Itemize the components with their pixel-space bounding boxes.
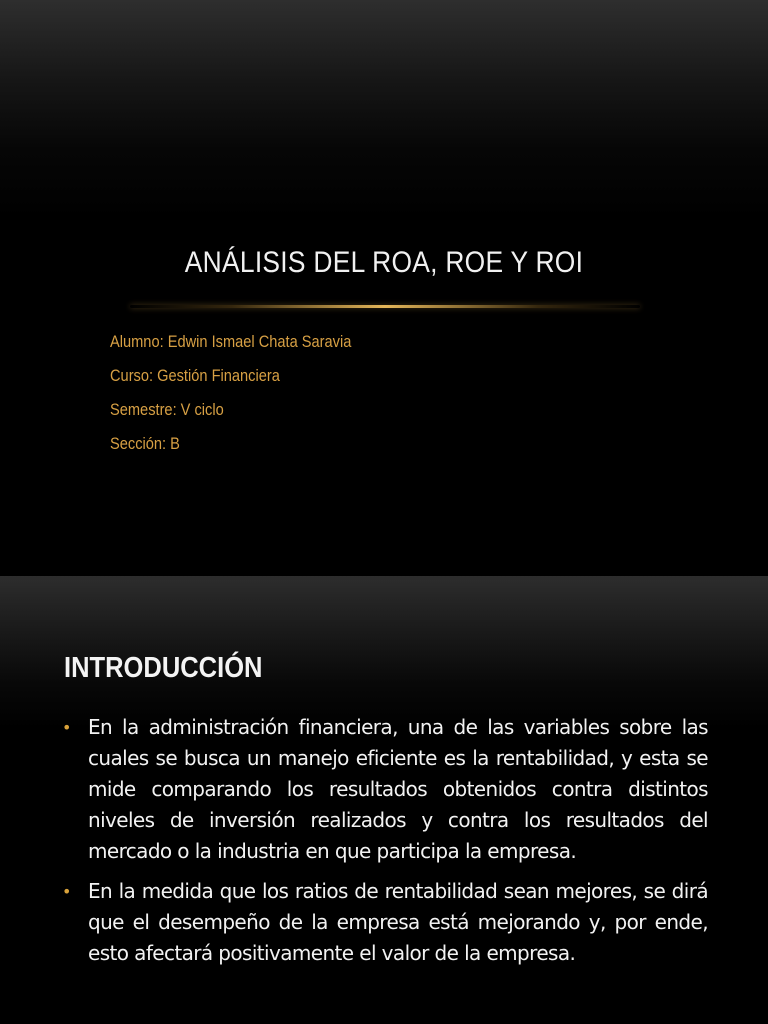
title-divider [130,305,640,308]
student-name: Alumno: Edwin Ismael Chata Saravia [110,332,352,351]
bullet-icon: • [62,882,71,901]
course-name: Curso: Gestión Financiera [110,366,280,385]
semester: Semestre: V ciclo [110,400,224,419]
bullet-text: En la medida que los ratios de rentabilidad sean mejores, se dirá que el desempeño de la empresa está mejorando y, por ende, esto afectará positivamente el valor de la empresa. [88,879,708,965]
bullet-text: En la administración financiera, una de las variables sobre las cuales se busca un manejo eficiente es la rentabilidad, y esta se mide comparando los resultados obtenidos contra distintos niveles de inversión realizados y contra los resultados del mercado o la industria en que participa la empresa. [88,715,708,863]
bullet-icon: • [62,718,71,737]
slide-title: ANÁLISIS DEL ROA, ROE Y ROI [184,246,584,279]
bullet-list [62,712,708,978]
section: Sección: B [110,434,180,453]
introduction-slide [0,576,768,1024]
slide-heading: INTRODUCCIÓN [64,652,263,684]
bullet-item [62,876,708,969]
bullet-item [62,712,708,867]
student-info-list [110,329,391,465]
